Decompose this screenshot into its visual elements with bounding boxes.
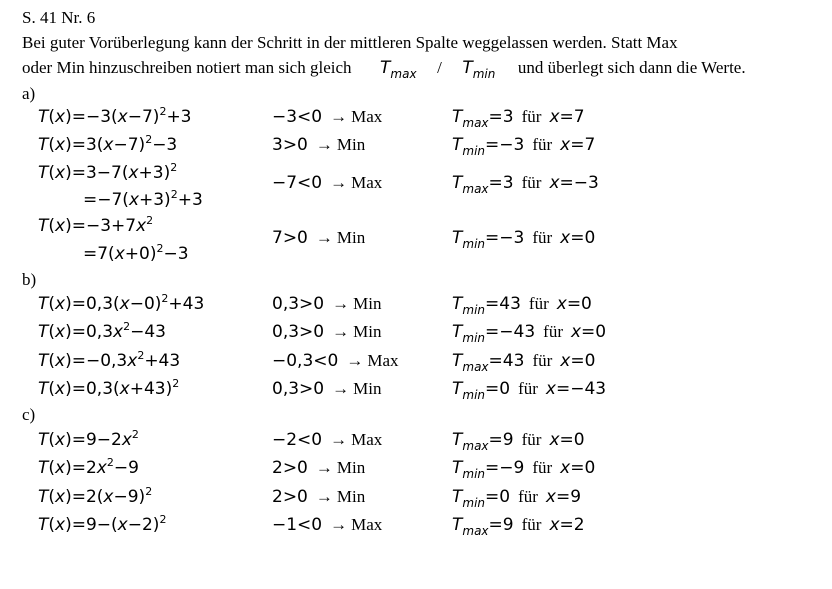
- row-b3: [0, 351, 832, 377]
- result: $T_{max}=9$ für x=2: [452, 515, 585, 538]
- result: $T_{max}=3$ für x=7: [452, 107, 585, 130]
- result: $T_{min}=-3$ für x=7: [452, 135, 596, 158]
- condition: 0,3>0 → Min: [272, 322, 382, 342]
- intro-tmax: $T_{max}$: [380, 58, 417, 81]
- result: $T_{max}=3$ für x=−3: [452, 173, 599, 196]
- intro-text-b: und überlegt sich dann die Werte.: [517, 58, 746, 77]
- condition: 3>0 → Min: [272, 135, 366, 155]
- row-a4: [0, 228, 832, 254]
- section-label-c: c): [22, 405, 36, 424]
- row-c3: [0, 487, 832, 513]
- result: $T_{min}=-3$ für x=0: [452, 228, 596, 251]
- row-b4: [0, 379, 832, 405]
- formula-continued: $=7(x+0)^2-3$: [83, 242, 189, 264]
- formula: $T(x)=3(x-7)^2-3$: [38, 133, 178, 155]
- row-c2: [0, 458, 832, 484]
- condition: −3<0 → Max: [272, 107, 383, 127]
- formula: $T(x)=3-7(x+3)^2$: [38, 161, 178, 183]
- section-label-b: b): [22, 270, 37, 289]
- intro-separator: /: [437, 58, 442, 77]
- formula: $T(x)=2(x-9)^2$: [38, 485, 153, 507]
- intro-tmin: $T_{min}$: [462, 58, 496, 81]
- result: $T_{min}=43$ für x=0: [452, 294, 592, 317]
- condition: 0,3>0 → Min: [272, 379, 382, 399]
- row-a3: [0, 173, 832, 199]
- condition: −2<0 → Max: [272, 430, 383, 450]
- formula: $T(x)=0,3x^2-43$: [38, 320, 166, 342]
- formula-continued: $=-7(x+3)^2+3$: [83, 188, 203, 210]
- row-a2: [0, 135, 832, 161]
- condition: 2>0 → Min: [272, 458, 366, 478]
- result: $T_{min}=-43$ für x=0: [452, 322, 607, 345]
- formula: $T(x)=-3(x-7)^2+3$: [38, 105, 192, 127]
- formula: $T(x)=0,3(x+43)^2$: [38, 377, 180, 399]
- formula: $T(x)=-3+7x^2$: [38, 214, 154, 236]
- condition: −0,3<0 → Max: [272, 351, 399, 371]
- result: $T_{max}=43$ für x=0: [452, 351, 596, 374]
- intro-line-2: [22, 58, 746, 81]
- row-b1: [0, 294, 832, 320]
- row-a1: [0, 107, 832, 133]
- formula: $T(x)=-0,3x^2+43$: [38, 349, 181, 371]
- intro-line-1: Bei guter Vorüberlegung kann der Schritt in der mittleren Spalte weggelassen werden. Statt Max: [22, 33, 678, 52]
- result: $T_{max}=9$ für x=0: [452, 430, 585, 453]
- exercise-reference: S. 41 Nr. 6: [22, 8, 96, 27]
- formula: $T(x)=0,3(x-0)^2+43$: [38, 292, 205, 314]
- row-b2: [0, 322, 832, 348]
- formula: $T(x)=9-(x-2)^2$: [38, 513, 167, 535]
- section-label-a: a): [22, 84, 36, 103]
- condition: 0,3>0 → Min: [272, 294, 382, 314]
- condition: 7>0 → Min: [272, 228, 366, 248]
- formula: $T(x)=2x^2-9$: [38, 456, 139, 478]
- result: $T_{min}=0$ für x=−43: [452, 379, 607, 402]
- row-c4: [0, 515, 832, 541]
- condition: 2>0 → Min: [272, 487, 366, 507]
- condition: −7<0 → Max: [272, 173, 383, 193]
- row-c1: [0, 430, 832, 456]
- condition: −1<0 → Max: [272, 515, 383, 535]
- intro-text-a: oder Min hinzuschreiben notiert man sich gleich: [22, 58, 352, 77]
- formula: $T(x)=9-2x^2$: [38, 428, 139, 450]
- result: $T_{min}=0$ für x=9: [452, 487, 582, 510]
- result: $T_{min}=-9$ für x=0: [452, 458, 596, 481]
